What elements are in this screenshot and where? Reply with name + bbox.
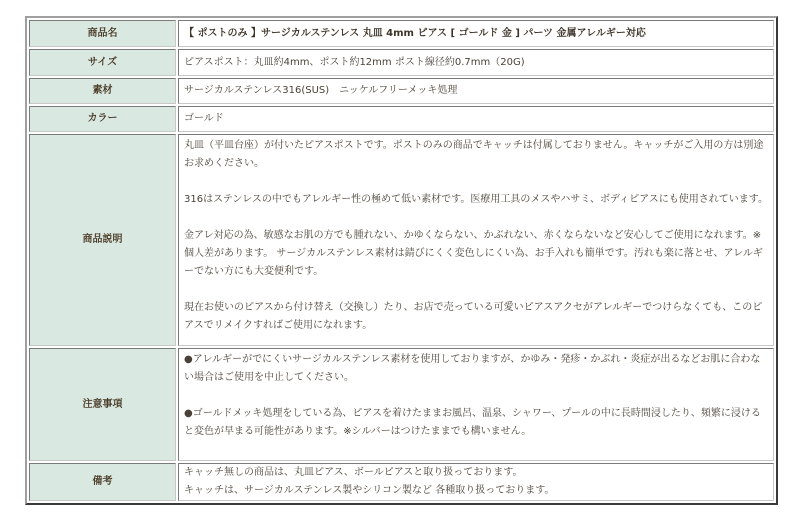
notes-paragraph: ●アレルギーがでにくいサージカルステンレス素材を使用しておりますが、かゆみ・発疹・かぶれ・炎症が出るなどお肌に合わない場合はご使用を中止してください。	[184, 354, 761, 383]
row-color	[29, 106, 774, 132]
description-paragraph: 316はステンレスの中でもアレルギー性の極めて低い素材です。医療用工具のメスやハサミ、ボディピアスにも使用されています。	[184, 194, 768, 205]
label-color: カラー	[29, 106, 176, 132]
row-material	[29, 78, 774, 104]
value-product-name: 【 ポストのみ 】サージカルステンレス 丸皿 4mm ピアス [ ゴールド 金 ] パーツ 金属アレルギー対応	[178, 20, 774, 47]
value-notes	[178, 348, 774, 461]
row-description	[29, 134, 774, 346]
row-notes	[29, 348, 774, 461]
remarks-line: キャッチ無しの商品は、丸皿ピアス、ボールピアスと取り扱っております。	[184, 467, 523, 478]
description-paragraph: 丸皿（平皿台座）が付いたピアスポストです。ポストのみの商品でキャッチは付属しておりません。キャッチがご入用の方は別途お求めください。	[184, 140, 764, 169]
label-material: 素材	[29, 78, 176, 104]
row-product-name	[29, 20, 774, 47]
row-remarks	[29, 463, 774, 501]
label-remarks: 備考	[29, 463, 176, 501]
value-color: ゴールド	[178, 106, 774, 132]
value-description	[178, 134, 774, 346]
label-product-name: 商品名	[29, 20, 176, 47]
label-notes: 注意事項	[29, 348, 176, 461]
value-material: サージカルステンレス316(SUS) ニッケルフリーメッキ処理	[178, 78, 774, 104]
description-paragraph: 金アレ対応の為、敏感なお肌の方でも腫れない、かゆくならない、かぶれない、赤くならないなど安心してご使用になれます。※個人差があります。 サージカルステンレス素材は錆びにくく変色しにくい為、お手入れも簡単です。汚れも楽に落とせ、アレルギーでない方にも大変便利です。	[184, 230, 763, 277]
value-remarks	[178, 463, 774, 501]
value-size: ピアスポスト：丸皿約4mm、ポスト約12mm ポスト線径約0.7mm（20G)	[178, 49, 774, 76]
remarks-line: キャッチは、サージカルステンレス製やシリコン製など 各種取り扱っております。	[184, 485, 555, 496]
label-size: サイズ	[29, 49, 176, 76]
row-size	[29, 49, 774, 76]
product-spec-table	[25, 16, 778, 505]
notes-paragraph: ●ゴールドメッキ処理をしている為、ピアスを着けたままお風呂、温泉、シャワー、プールの中に長時間浸したり、頻繁に浸けると変色が早まる可能性があります。※シルバーはつけたままでも構いません。	[184, 408, 761, 437]
description-paragraph: 現在お使いのピアスから付け替え（交換し）たり、お店で売っている可愛いピアスアクセがアレルギーでつけらなくても、このピアスでリメイクすればご使用になれます。	[184, 302, 763, 331]
label-description: 商品説明	[29, 134, 176, 346]
